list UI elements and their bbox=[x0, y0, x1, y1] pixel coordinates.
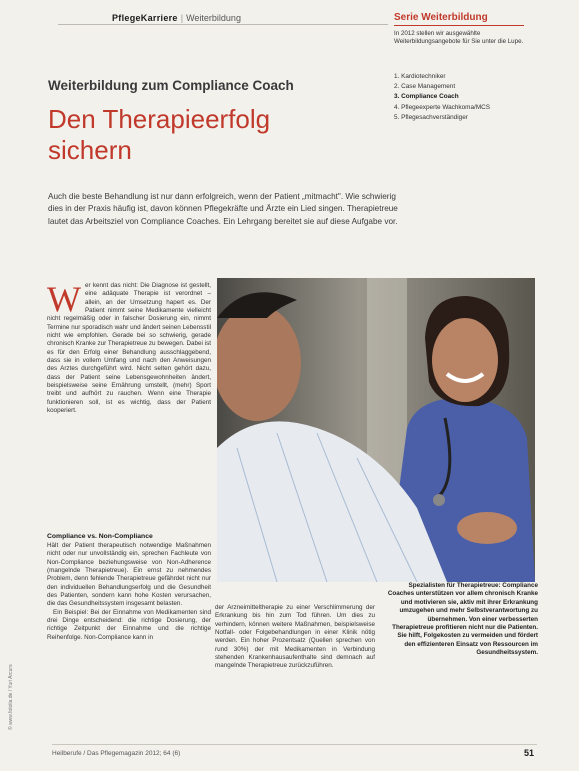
publication-info: Heilberufe / Das Pflegemagazin 2012; 64 (6) bbox=[52, 750, 181, 757]
article-lead: Auch die beste Behandlung ist nur dann erfolgreich, wenn der Patient „mitmacht". Wie schwierig dies in der Praxis häufig ist, davon können Pflegekräfte und Ärzte ein Lied singen. Therapietreue lautet das Arbeitsziel von Compliance Coaches. Ein Lehrgang bereitet sie auf diese Aufgabe vor. bbox=[48, 192, 398, 226]
series-item-3: 3. Compliance Coach bbox=[394, 93, 459, 101]
drop-cap: W bbox=[47, 279, 81, 319]
nurse-face bbox=[432, 318, 498, 402]
section-name: PflegeKarriere bbox=[112, 13, 178, 23]
patient-face bbox=[217, 305, 301, 421]
section-kicker bbox=[112, 13, 241, 23]
photo-credit bbox=[8, 620, 18, 730]
body-paragraph-4: der Arzneimitteltherapie zu einer Verschlimmerung der Erkrankung bis hin zum Tod führen. Um dies zu verhindern, können weitere Maßnahmen, beispielsweise Notfall- oder Folgebehandlungen in einer Klinik nötig werden. Ein hoher Prozentsatz (Quellen sprechen von rund 30%) der mit Medikamenten in Verbindung stehenden Krankenhausaufenthalte sind demnach auf mangelnde Therapietreue zurückzuführen. bbox=[215, 604, 375, 670]
body-paragraph-1: er kennt das nicht: Die Diagnose ist gestellt, eine adäquate Therapie ist verordnet – allein, an der Umsetzung hapert es. Der Patient nimmt seine Medikamente vielleicht nicht regelmäßig oder in falscher Dosierung ein, nimmt Termine nur sporadisch wahr und ändert seinen Lebensstil nicht wie empfohlen. Gerade bei so schwierig, gerade chronisch Kranke zur Therapietreue zu bewegen. Dabei ist es für den Erfolg einer Behandlung ausschlaggebend, dass sie in vollem Umfang und nach den Anweisungen des Arztes durchgeführt wird. Nicht selten gehört dazu, dass der Patient seine Lebensgewohnheiten ändert, beispielsweise seine Ernährung umstellt, (mehr) Sport treibt und aufhört zu rauchen. Wenn eine Therapie funktionieren soll, ist es wichtig, dass der Patient kooperiert. bbox=[47, 282, 211, 415]
article-column-1 bbox=[47, 279, 211, 416]
section-category: Weiterbildung bbox=[186, 13, 241, 23]
header-rule bbox=[58, 24, 388, 25]
series-title: Serie Weiterbildung bbox=[394, 12, 488, 23]
article-photo bbox=[217, 278, 535, 582]
article-column-2 bbox=[215, 604, 375, 671]
series-rule bbox=[394, 25, 524, 26]
page-number: 51 bbox=[524, 748, 535, 758]
series-item-5: 5. Pflegesachverständiger bbox=[394, 113, 468, 121]
photo-credit-text: © www.fotolia.de / Yuri Arcurs bbox=[8, 664, 14, 730]
body-paragraph-3: Ein Beispiel: Bei der Einnahme von Medikamenten sind drei Dinge entscheidend: die richtige Dosierung, der richtige Zeitpunkt der Einnahme und die richtige Reihenfolge. Non-Compliance kann in bbox=[47, 608, 211, 641]
series-intro: In 2012 stellen wir ausgewählte Weiterbildungsangebote für Sie unter die Lupe. bbox=[394, 30, 524, 46]
series-list bbox=[394, 72, 534, 123]
article-subheadline: Weiterbildung zum Compliance Coach bbox=[48, 78, 294, 93]
article-column-1-lower bbox=[47, 542, 211, 642]
hands bbox=[457, 512, 517, 544]
series-item-1: 1. Kardiotechniker bbox=[394, 73, 446, 80]
photo-caption: Spezialisten für Therapietreue: Compliance Coaches unterstützen vor allem chronisch Kranke und motivieren sie, aktiv mit ihrer Erkrankung umzugehen und mehr Selbstverantwortung zu übernehmen. Von einer verbesserten Therapietreue profitieren nicht nur die Patienten. Sie hilft, Folgekosten zu vermeiden und fördert den effizienteren Einsatz von Ressourcen im Gesundheitssystem. bbox=[387, 582, 538, 657]
footer-rule bbox=[52, 744, 537, 745]
kicker-separator: | bbox=[180, 13, 184, 23]
body-paragraph-2: Hält der Patient therapeutisch notwendige Maßnahmen nicht oder nur unvollständig ein, sprechen Fachleute von Non-Compliance beziehungsweise von Non-Adherence (mangelnde Therapietreue). Ein ernst zu nehmendes Problem, denn fehlende Therapietreue gefährdet nicht nur den individuellen Behandlungserfolg und die Gesundheit des Patienten, sondern kann hohe Kosten verursachen, die das Gesundheitssystem insgesamt belasten. bbox=[47, 542, 211, 608]
series-item-4: 4. Pflegeexperte Wachkoma/MCS bbox=[394, 103, 491, 111]
article-headline: Den Therapieerfolg sichern bbox=[48, 104, 271, 165]
section-subheading: Compliance vs. Non-Compliance bbox=[47, 533, 153, 540]
series-item-2: 2. Case Management bbox=[394, 83, 456, 91]
photo-illustration bbox=[217, 278, 535, 582]
